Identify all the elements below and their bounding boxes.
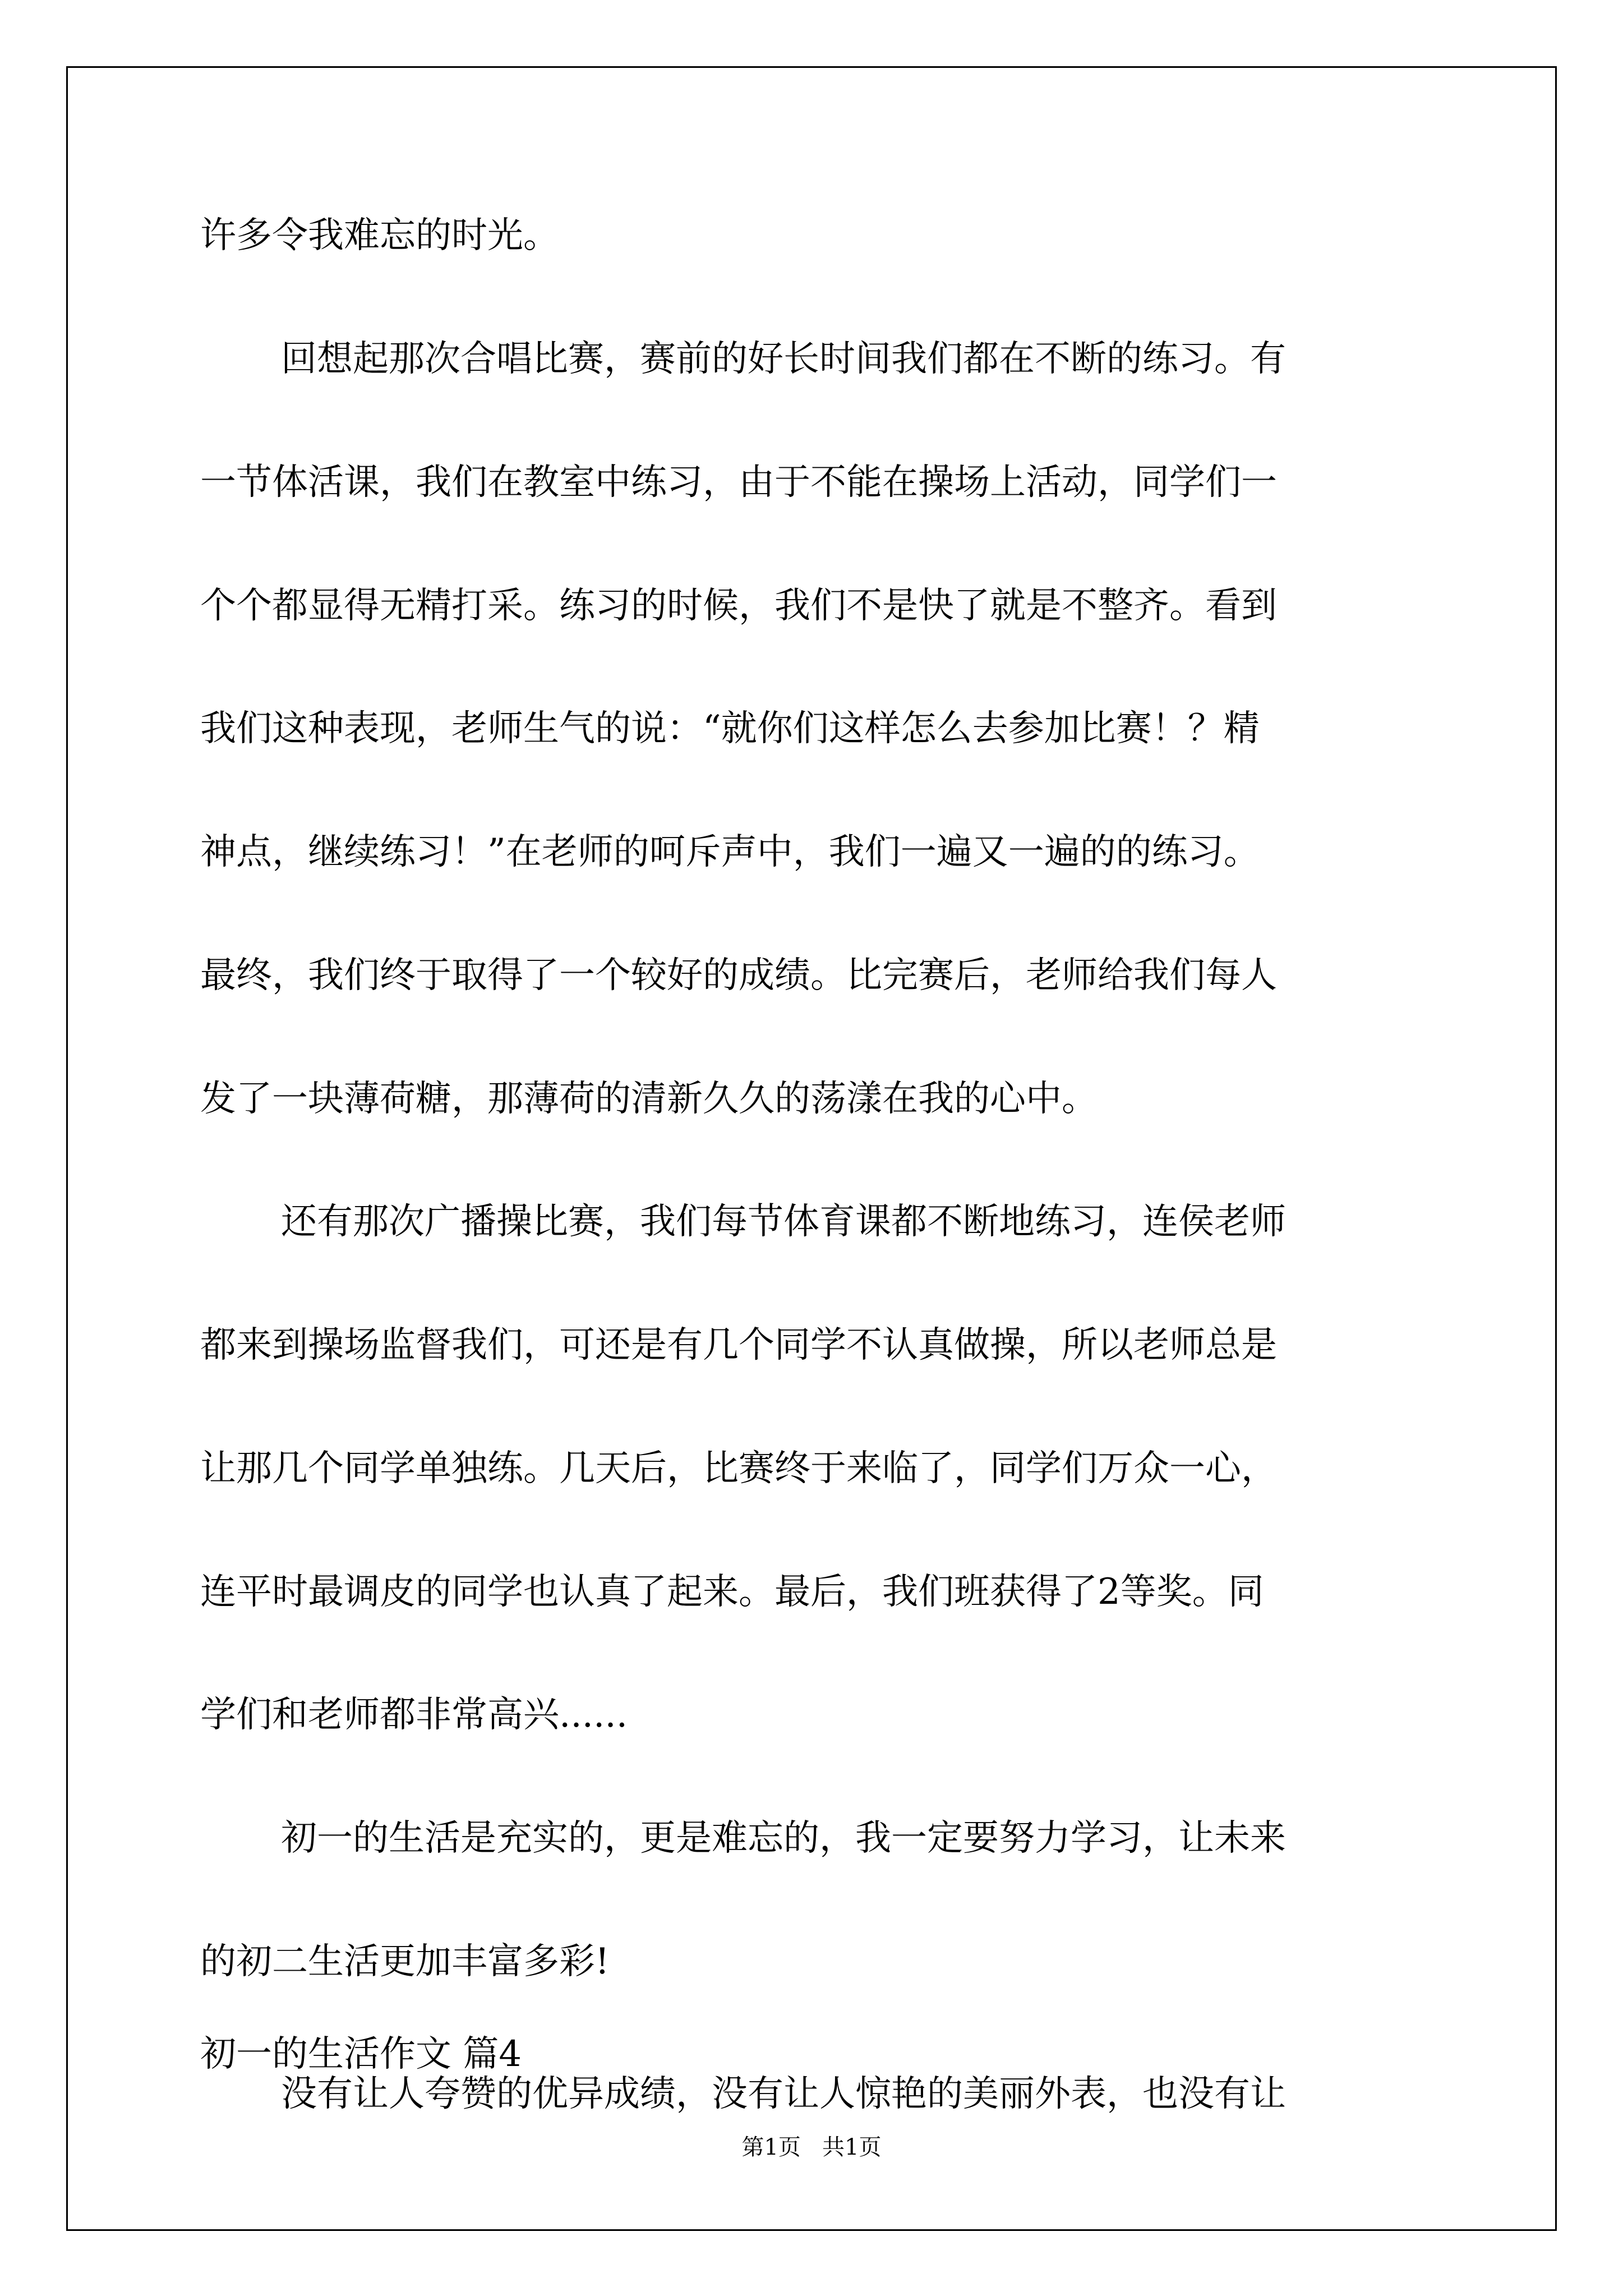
text-line: 学们和老师都非常高兴...... (200, 1694, 628, 1736)
text-line: 初一的生活是充实的，更是难忘的，我一定要努力学习，让未来 (281, 1818, 1286, 1859)
text-line: 让那几个同学单独练。几天后，比赛终于来临了，同学们万众一心， (200, 1448, 1277, 1489)
text-line: 最终，我们终于取得了一个较好的成绩。比完赛后，老师给我们每人 (200, 955, 1277, 996)
page-footer: 第1页 共1页 (741, 2134, 882, 2160)
text-line: 发了一块薄荷糖，那薄荷的清新久久的荡漾在我的心中。 (200, 1078, 1098, 1120)
text-line: 连平时最调皮的同学也认真了起来。最后，我们班获得了2等奖。同 (200, 1571, 1264, 1613)
text-line: 我们这种表现，老师生气的说：“就你们这样怎么去参加比赛！？精 (200, 708, 1260, 749)
text-line: 的初二生活更加丰富多彩! (200, 1941, 610, 1982)
text-line: 神点，继续练习！”在老师的呵斥声中，我们一遍又一遍的的练习。 (200, 831, 1260, 873)
section-heading: 初一的生活作文 篇4 (200, 2033, 522, 2075)
text-line: 没有让人夸赞的优异成绩，没有让人惊艳的美丽外表，也没有让 (281, 2073, 1286, 2115)
text-line: 许多令我难忘的时光。 (200, 215, 559, 256)
text-line: 回想起那次合唱比赛，赛前的好长时间我们都在不断的练习。有 (281, 338, 1286, 380)
page-frame (66, 66, 1557, 2231)
text-line: 还有那次广播操比赛，我们每节体育课都不断地练习，连侯老师 (281, 1201, 1286, 1243)
text-line: 都来到操场监督我们，可还是有几个同学不认真做操，所以老师总是 (200, 1324, 1277, 1366)
text-line: 个个都显得无精打采。练习的时候，我们不是快了就是不整齐。看到 (200, 585, 1277, 627)
text-line: 一节体活课，我们在教室中练习，由于不能在操场上活动，同学们一 (200, 462, 1277, 503)
